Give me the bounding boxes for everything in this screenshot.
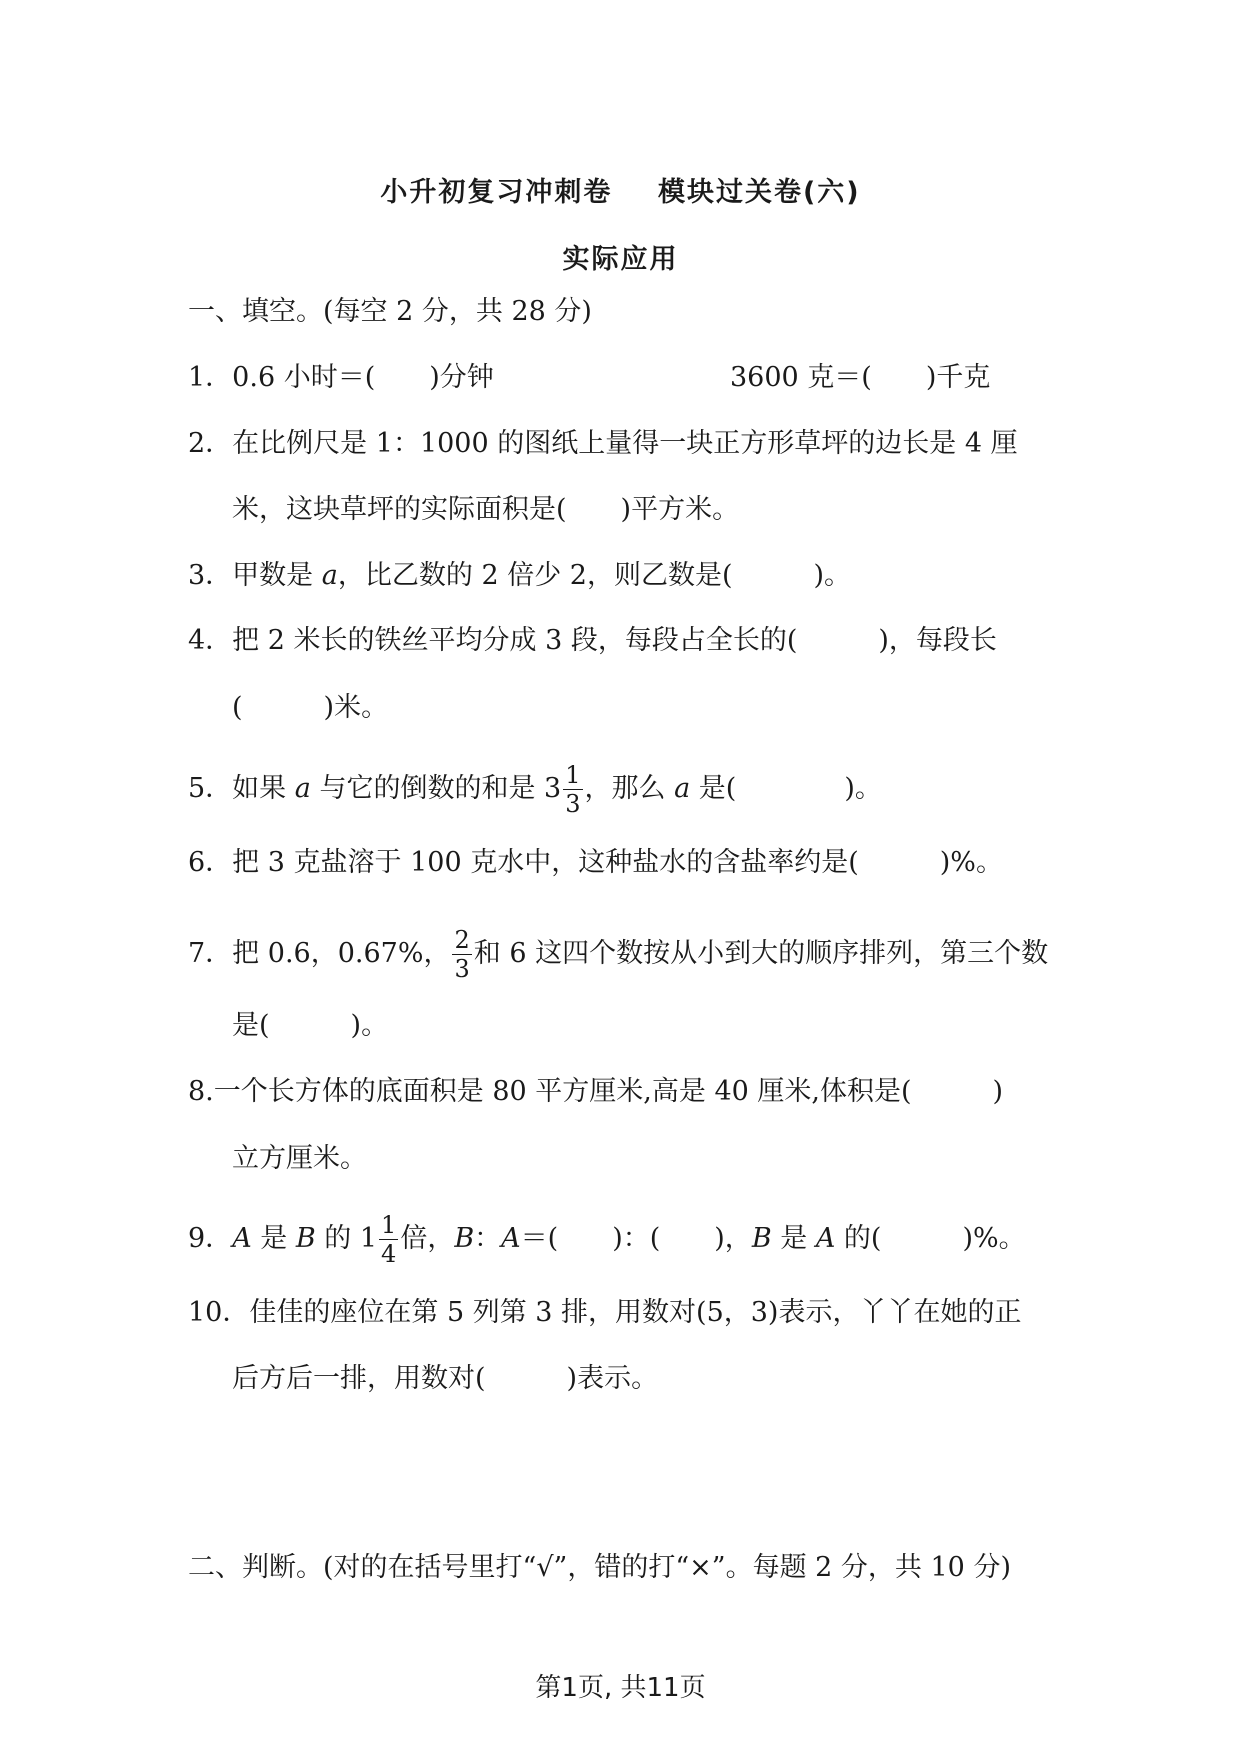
question-5: 5．如果 a 与它的倒数的和是 3 $\frac{1}{3}$ ，那么 a 是( )。 bbox=[188, 761, 882, 818]
question-7-line2: 是( )。 bbox=[232, 1010, 389, 1041]
question-7-line1: 7．把 0.6，0.67%， $\frac{2}{3}$ 和 6 这四个数按从小到大的顺序排列，第三个数 bbox=[188, 926, 1049, 983]
question-8-line2: 立方厘米。 bbox=[232, 1143, 367, 1174]
question-2-line1: 2．在比例尺是 1：1000 的图纸上量得一块正方形草坪的边长是 4 厘 bbox=[188, 428, 1018, 459]
question-6: 6．把 3 克盐溶于 100 克水中，这种盐水的含盐率约是( )%。 bbox=[188, 847, 1003, 878]
page-subtitle: 实际应用 bbox=[562, 244, 679, 275]
question-4-line1: 4．把 2 米长的铁丝平均分成 3 段，每段占全长的( )，每段长 bbox=[188, 625, 997, 656]
page-footer: 第1页, 共11页 bbox=[535, 1673, 706, 1703]
page-title: 小升初复习冲刺卷 模块过关卷(六) bbox=[380, 177, 861, 208]
fraction-1-4: $\frac{1}{4}$ bbox=[381, 1211, 397, 1268]
question-10-line2: 后方后一排，用数对( )表示。 bbox=[232, 1363, 659, 1394]
section2-heading: 二、判断。(对的在括号里打“√”，错的打“×”。每题 2 分，共 10 分) bbox=[188, 1552, 1011, 1583]
question-1a: 1．0.6 小时＝( )分钟 bbox=[188, 362, 494, 393]
question-9: 9．A 是 B 的 1 $\frac{1}{4}$ 倍，B：A＝( )：( )，B 是 A 的( )%。 bbox=[188, 1211, 1026, 1268]
question-1b: 3600 克＝( )千克 bbox=[730, 362, 991, 393]
question-10-line1: 10．佳佳的座位在第 5 列第 3 排，用数对(5，3)表示，丫丫在她的正 bbox=[188, 1297, 1022, 1328]
fraction-1-3: $\frac{1}{3}$ bbox=[565, 761, 581, 818]
question-4-line2: ( )米。 bbox=[232, 692, 389, 723]
question-2-line2: 米，这块草坪的实际面积是( )平方米。 bbox=[232, 494, 740, 525]
question-3: 3．甲数是 a，比乙数的 2 倍少 2，则乙数是( )。 bbox=[188, 560, 852, 591]
section1-heading: 一、填空。(每空 2 分，共 28 分) bbox=[188, 296, 592, 327]
question-8-line1: 8.一个长方体的底面积是 80 平方厘米,高是 40 厘米,体积是( ) bbox=[188, 1076, 1004, 1107]
fraction-2-3: $\frac{2}{3}$ bbox=[454, 926, 470, 983]
